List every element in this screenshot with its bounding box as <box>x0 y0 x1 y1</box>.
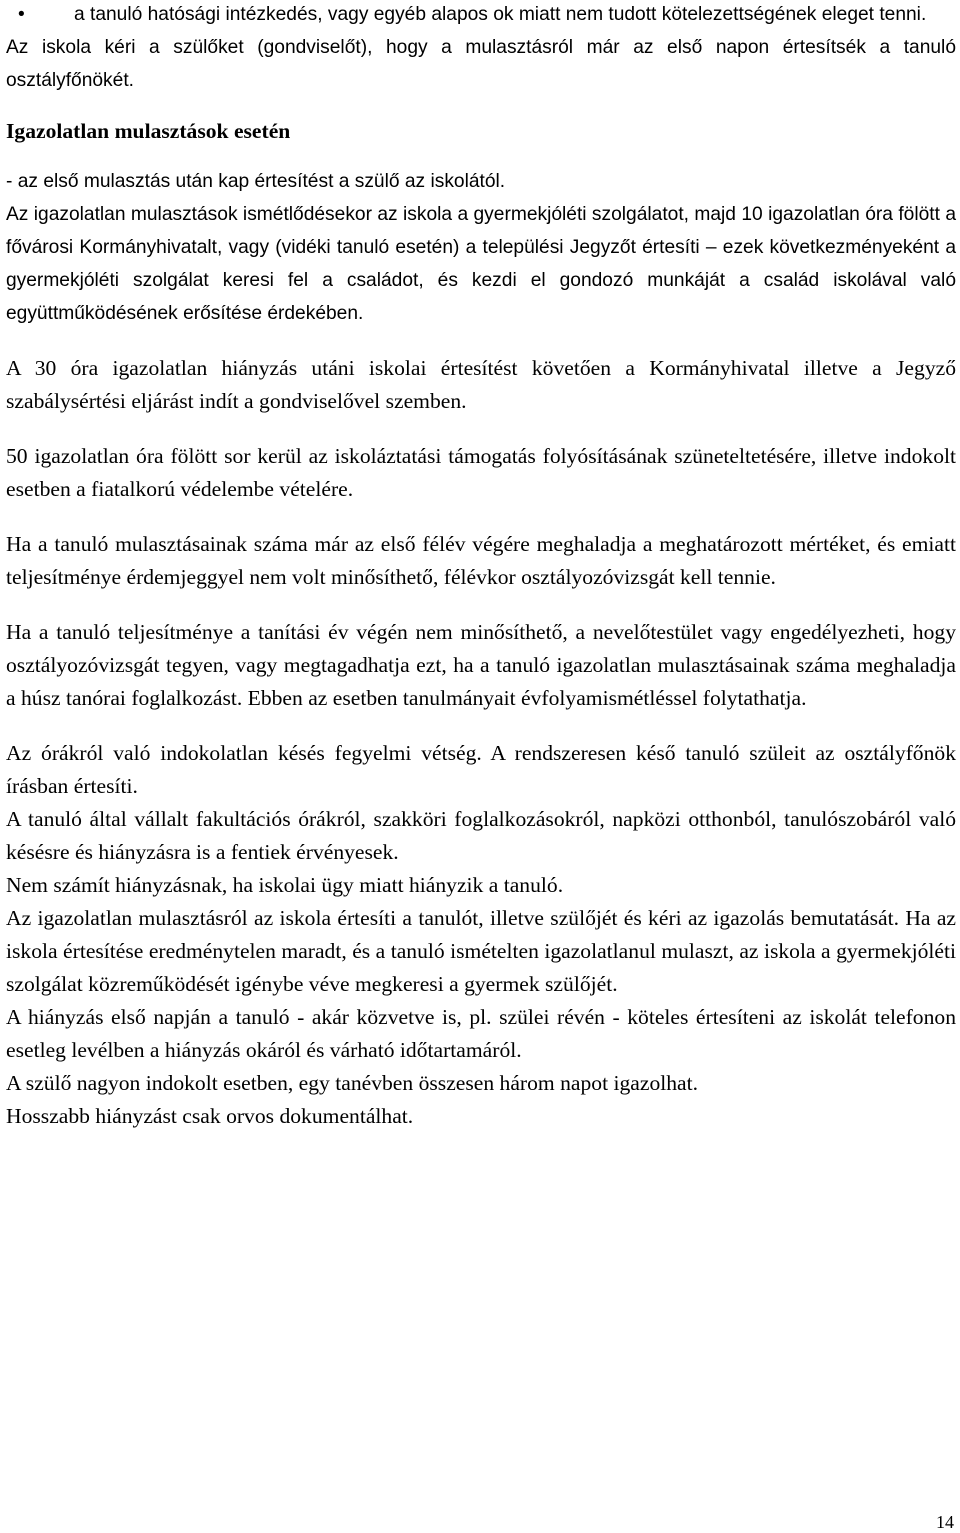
document-page <box>6 0 956 1133</box>
paragraph-first-day: A hiányzás első napján a tanuló - akár közvetve is, pl. szülei révén - köteles értesíteni az iskolát telefonon esetleg levélben a hiányzás okáról és várható időtartamáról. <box>6 1005 956 1062</box>
paragraph-repeat-absence: Az igazolatlan mulasztások ismétlődésekor az iskola a gyermekjóléti szolgálatot, majd 10 igazolatlan óra fölött a fővárosi Kormányhivatalt, vagy (vidéki tanuló esetén) a települési Jegyzőt értesíti – ezek következményeként a gyermekjóléti szolgálat keresi fel a családot, és kezdi el gondozó munkáját a család iskolával való együttműködésének erősítése érdekében. <box>6 204 956 324</box>
paragraph-request: Az iskola kéri a szülőket (gondviselőt), hogy a mulasztásról már az első napon értesítsék a tanuló osztályfőnökét. <box>6 37 956 91</box>
section-heading: Igazolatlan mulasztások esetén <box>6 119 291 143</box>
paragraph-doctor: Hosszabb hiányzást csak orvos dokumentálhat. <box>6 1104 414 1128</box>
paragraph-half-year: Ha a tanuló mulasztásainak száma már az első félév végére meghaladja a meghatározott mértéket, és emiatt teljesítménye érdemjeggyel nem volt minősíthető, félévkor osztályozóvizsgát kell tennie. <box>6 532 956 589</box>
paragraph-school-matter: Nem számít hiányzásnak, ha iskolai ügy miatt hiányzik a tanuló. <box>6 873 564 897</box>
bullet-dot-icon: • <box>18 4 25 25</box>
paragraph-notification: Az igazolatlan mulasztásról az iskola értesíti a tanulót, illetve szülőjét és kéri az igazolás bemutatását. Ha az iskola értesítése eredménytelen maradt, és a tanuló ismételten igazolatlanul mulaszt, az iskola a gyermekjóléti szolgálat közreműködését igénybe véve megkeresi a gyermek szülőjét. <box>6 906 956 996</box>
page-number: 14 <box>936 1512 954 1532</box>
paragraph-lateness: Az órákról való indokolatlan késés fegyelmi vétség. A rendszeresen késő tanuló szüleit az osztályfőnök írásban értesíti. <box>6 741 956 798</box>
bullet-item <box>6 0 956 31</box>
paragraph-parent-days: A szülő nagyon indokolt esetben, egy tanévben összesen három napot igazolhat. <box>6 1071 699 1095</box>
paragraph-first-absence: - az első mulasztás után kap értesítést a szülő az iskolától. <box>6 171 506 192</box>
paragraph-optional-classes: A tanuló által vállalt fakultációs órákról, szakköri foglalkozásokról, napközi otthonból, tanulószobáról való késésre és hiányzásra is a fentiek érvényesek. <box>6 807 956 864</box>
paragraph-50-hours: 50 igazolatlan óra fölött sor kerül az iskoláztatási támogatás folyósításának szüneteltetésére, illetve indokolt esetben a fiatalkorú védelembe vételére. <box>6 444 956 501</box>
paragraph-30-hours: A 30 óra igazolatlan hiányzás utáni iskolai értesítést követően a Kormányhivatal illetve a Jegyző szabálysértési eljárást indít a gondviselővel szemben. <box>6 356 956 413</box>
bullet-text: a tanuló hatósági intézkedés, vagy egyéb alapos ok miatt nem tudott kötelezettségének eleget tenni. <box>74 4 927 25</box>
paragraph-end-year: Ha a tanuló teljesítménye a tanítási év végén nem minősíthető, a nevelőtestület vagy engedélyezheti, hogy osztályozóvizsgát tegyen, vagy megtagadhatja ezt, ha a tanuló igazolatlan mulasztásainak száma meghaladja a húsz tanórai foglalkozást. Ebben az esetben tanulmányait évfolyamismétléssel folytathatja. <box>6 620 956 710</box>
